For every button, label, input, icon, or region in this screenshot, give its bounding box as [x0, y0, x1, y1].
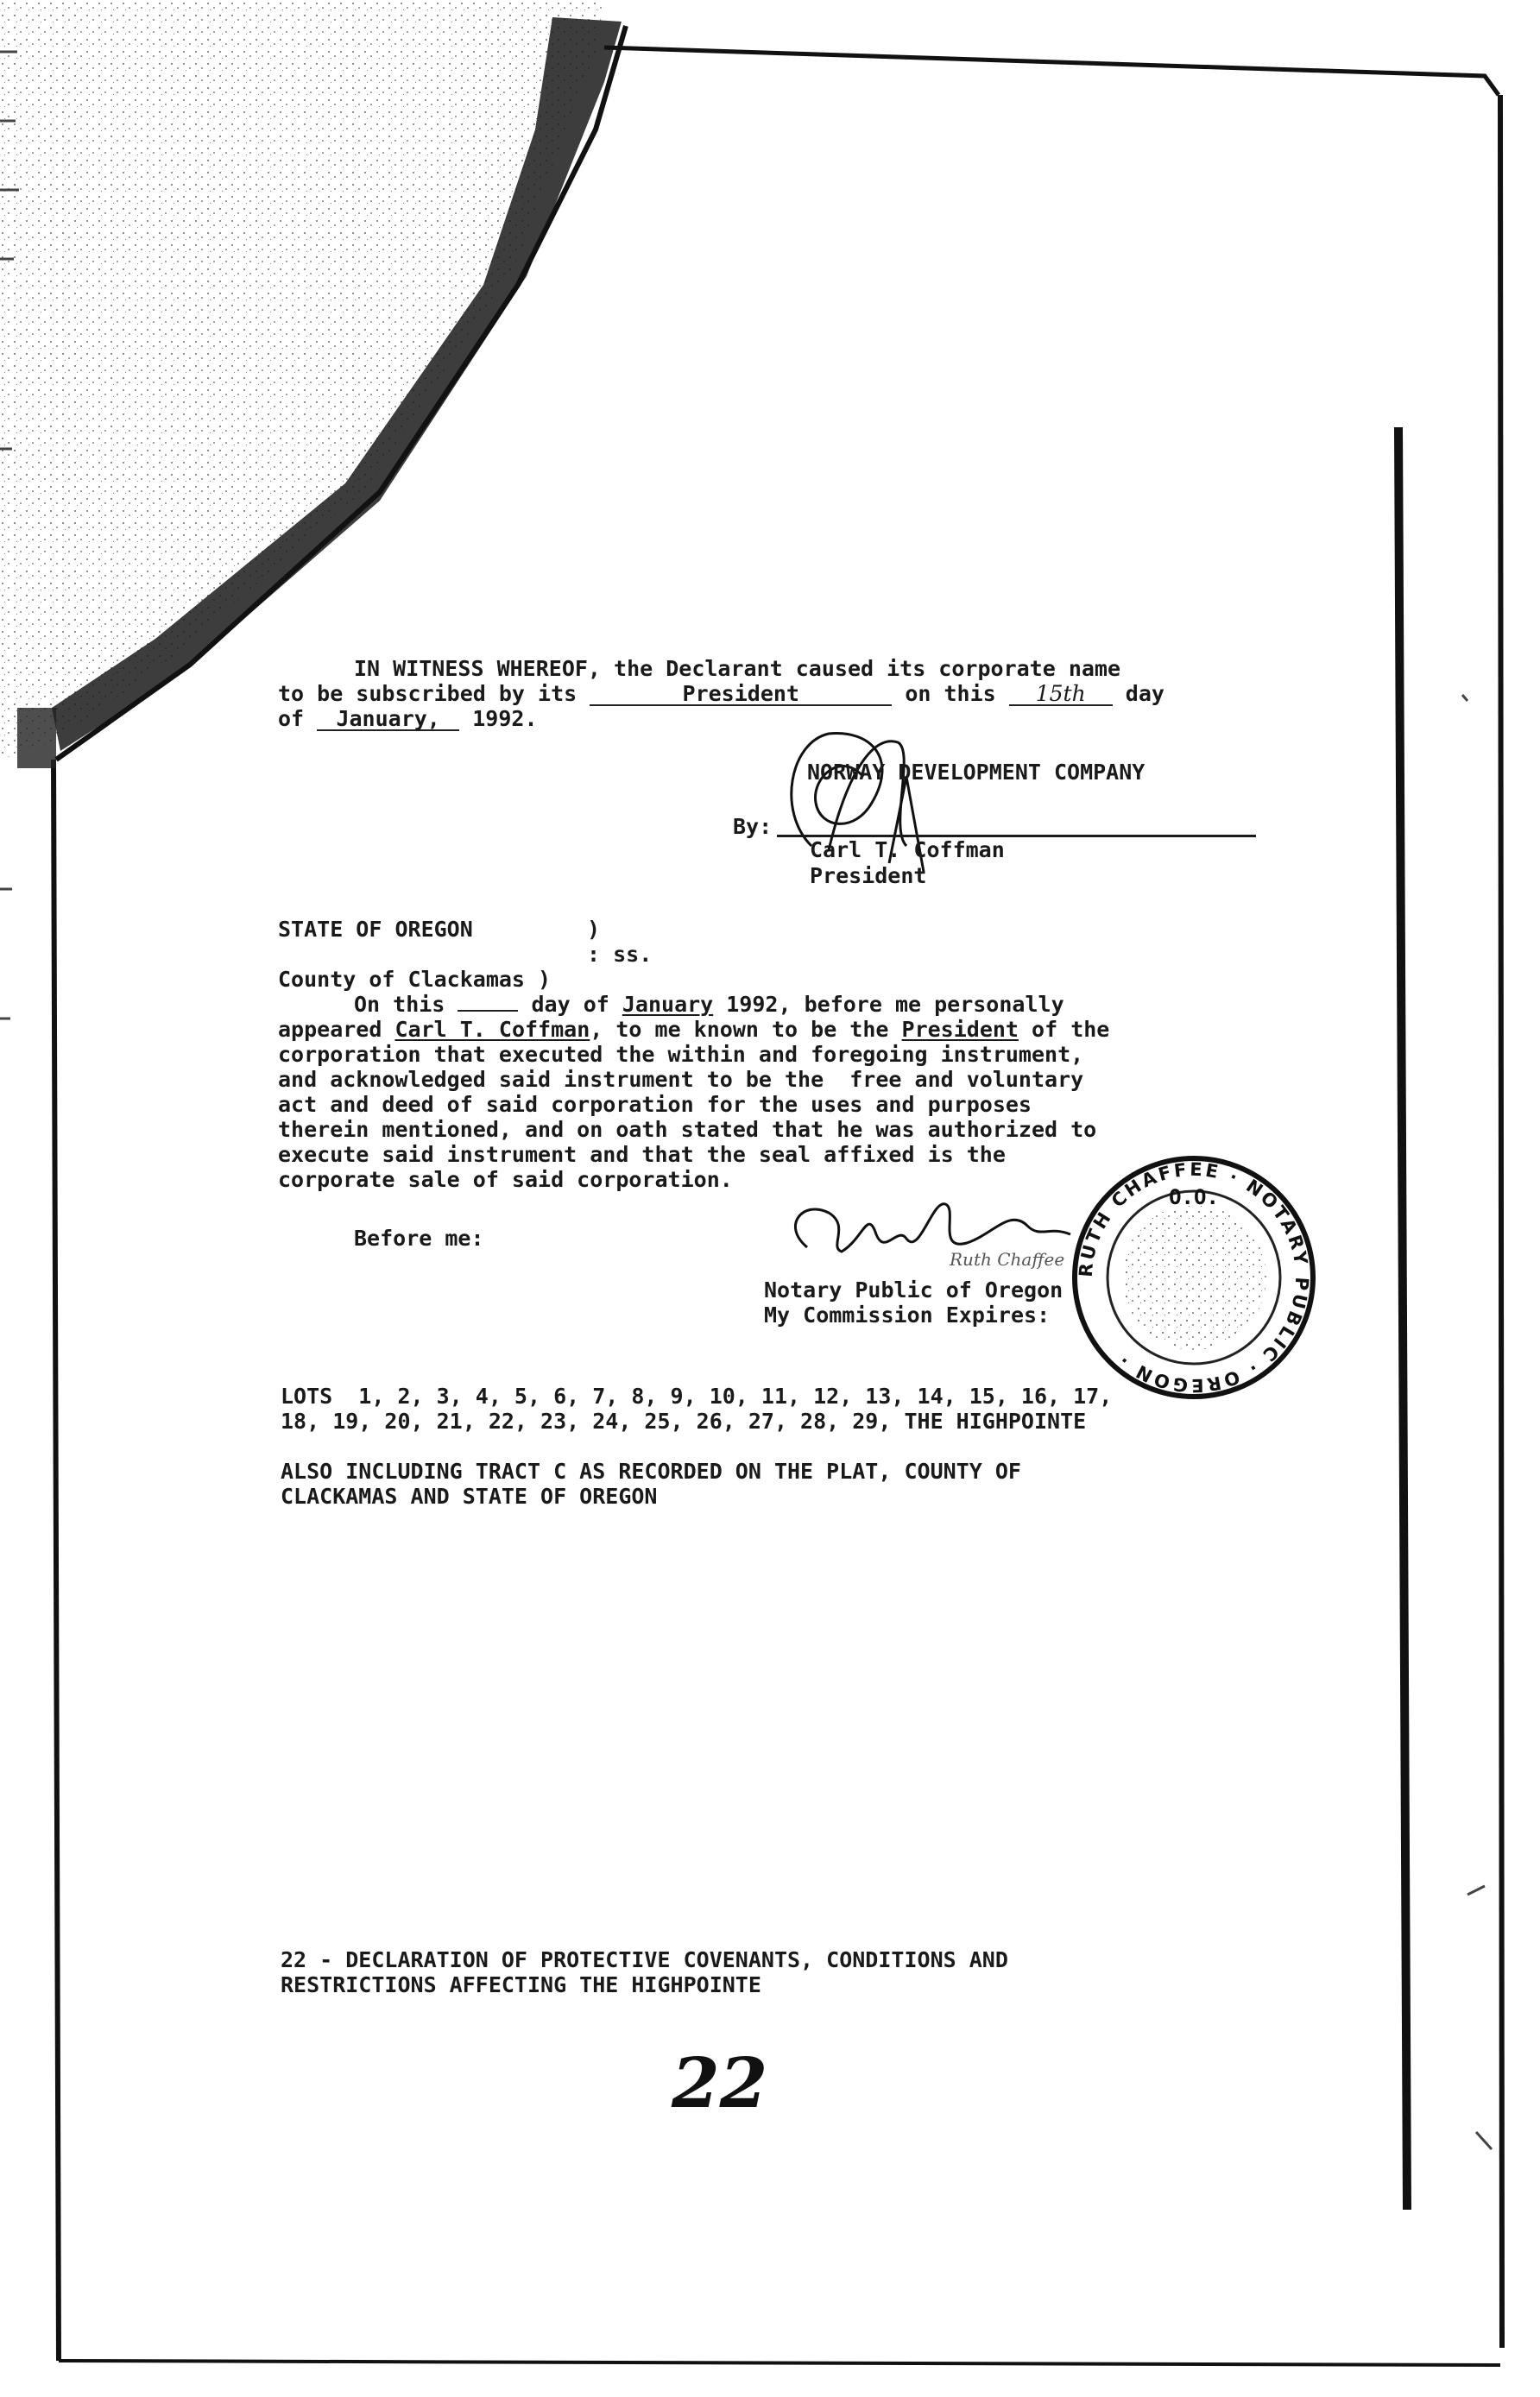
ack-month: January: [622, 992, 714, 1017]
ack-line-1: On this day of January 1992, before me personally: [354, 992, 1064, 1017]
execution-day-field: 15th: [1009, 684, 1113, 706]
ack-title: President: [901, 1017, 1019, 1042]
venue-state: STATE OF OREGON: [278, 917, 473, 942]
venue-paren: ): [587, 917, 601, 942]
lots-line-1: LOTS 1, 2, 3, 4, 5, 6, 7, 8, 9, 10, 11, 12, 13, 14, 15, 16, 17,: [281, 1384, 1113, 1409]
ack-line-3: corporation that executed the within and foregoing instrument,: [278, 1042, 1084, 1067]
ack-line-5: act and deed of said corporation for the uses and purposes: [278, 1092, 1032, 1117]
ack-line-6: therein mentioned, and on oath stated that he was authorized to: [278, 1117, 1097, 1142]
company-name: NORWAY DEVELOPMENT COMPANY: [807, 760, 1146, 785]
ack-line-4: and acknowledged said instrument to be the free and voluntary: [278, 1067, 1084, 1092]
witness-line-1: IN WITNESS WHEREOF, the Declarant caused its corporate name: [354, 656, 1121, 681]
officer-title-field: President: [590, 684, 892, 706]
footer-line-2: RESTRICTIONS AFFECTING THE HIGHPOINTE: [281, 1972, 761, 1997]
tract-line-2: CLACKAMAS AND STATE OF OREGON: [281, 1484, 658, 1509]
torn-corner: [0, 0, 626, 760]
seal-center-text: O.O.: [1169, 1185, 1219, 1209]
notary-line-2: My Commission Expires:: [764, 1303, 1051, 1328]
notary-line-1: Notary Public of Oregon: [764, 1277, 1063, 1303]
before-me-label: Before me:: [354, 1226, 484, 1251]
notary-seal: [1075, 1158, 1313, 1397]
witness-line-2: to be subscribed by its President on this 15th day: [278, 681, 1164, 706]
signer-title: President: [810, 863, 927, 888]
ack-line-2: appeared Carl T. Coffman, to me known to be the President of the: [278, 1017, 1110, 1042]
seal-ring-text: RUTH CHAFFEE · NOTARY PUBLIC · OREGON ·: [1075, 1158, 1313, 1397]
by-label: By:: [733, 814, 773, 839]
ack-person: Carl T. Coffman: [394, 1017, 590, 1042]
notary-signature-text: Ruth Chaffee: [950, 1249, 1065, 1270]
lots-line-2: 18, 19, 20, 21, 22, 23, 24, 25, 26, 27, 28, 29, THE HIGHPOINTE: [281, 1409, 1087, 1434]
tract-line-1: ALSO INCLUDING TRACT C AS RECORDED ON THE PLAT, COUNTY OF: [281, 1459, 1021, 1484]
signer-name: Carl T. Coffman: [810, 837, 1005, 862]
ack-day-field: [458, 1010, 518, 1012]
execution-month-field: January,: [317, 709, 459, 731]
footer-line-1: 22 - DECLARATION OF PROTECTIVE COVENANTS, CONDITIONS AND: [281, 1947, 1008, 1972]
notary-signature: [795, 1204, 1070, 1252]
venue-ss: : ss.: [587, 942, 653, 967]
witness-line-3: of January, 1992.: [278, 706, 538, 731]
page-number: 22: [672, 2042, 768, 2123]
ack-line-7: execute said instrument and that the seal affixed is the: [278, 1142, 1006, 1167]
venue-county: County of Clackamas ): [278, 967, 552, 992]
ack-line-8: corporate sale of said corporation.: [278, 1167, 733, 1192]
